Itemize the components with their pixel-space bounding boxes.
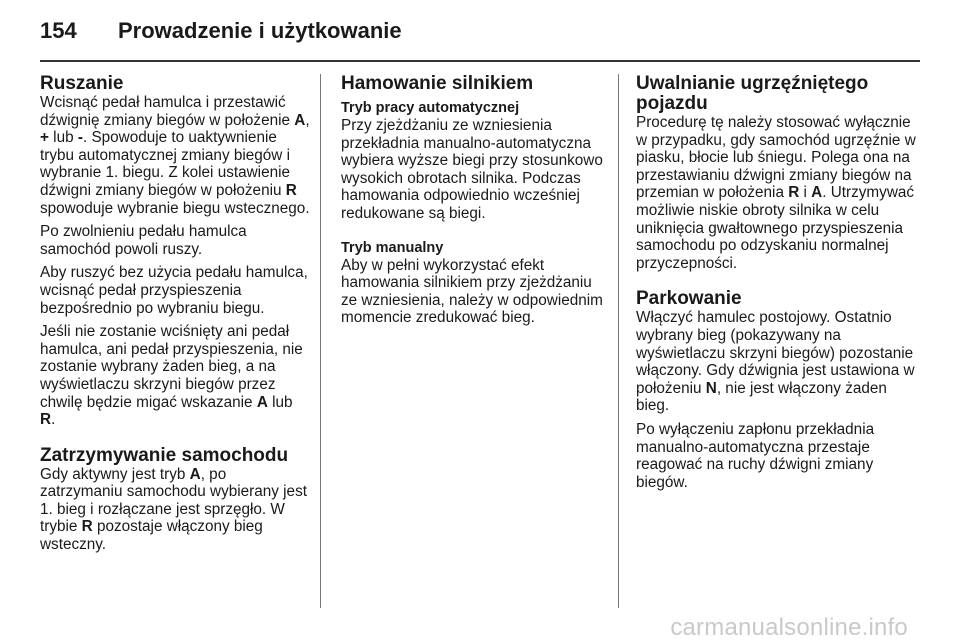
paragraph: Po wyłączeniu zapłonu przekładnia manualno-automatyczna przestaje reagować na ruchy dźwigni zmiany biegów. xyxy=(636,420,875,491)
watermark: carmanualsonline.info xyxy=(670,614,908,641)
heading-parkowanie: Parkowanie xyxy=(636,288,742,310)
heading-ruszanie: Ruszanie xyxy=(40,73,124,94)
page-number: 154 xyxy=(40,18,77,43)
paragraph: Po zwolnieniu pedału hamulca samochód powoli ruszy. xyxy=(40,223,247,258)
header-rule xyxy=(40,60,920,62)
paragraph: Aby ruszyć bez użycia pedału hamulca, wcisnąć pedał przyspieszenia bezpośrednio po wybraniu biegu. xyxy=(40,264,308,317)
heading-zatrzymywanie: Zatrzymywanie samochodu xyxy=(40,444,289,466)
paragraph: Aby w pełni wykorzystać efekt hamowania silnikiem przy zjeżdżaniu ze wzniesienia, należy w odpowiednim momencie zredukować bieg. xyxy=(341,256,603,327)
page-header xyxy=(40,8,920,60)
page-title: Prowadzenie i użytkowanie xyxy=(118,18,402,43)
heading-hamowanie: Hamowanie silnikiem xyxy=(341,73,534,94)
paragraph: Przy zjeżdżaniu ze wzniesienia przekładnia manualno-automatyczna wybiera wyższe biegi przy stosunkowo wysokich obrotach silnika. Podczas hamowania odpowiednio wcześniej redukowane są biegi. xyxy=(341,117,603,222)
paragraph: Jeśli nie zostanie wciśnięty ani pedał hamulca, ani pedał przyspieszenia, nie zostanie wybrany żaden bieg, a na wyświetlaczu skrzyni biegów przez chwilę będzie migać wskazanie A lub R. xyxy=(40,323,303,429)
paragraph: Procedurę tę należy stosować wyłącznie w przypadku, gdy samochód ugrzęźnie w piasku, błocie lub śniegu. Polega ona na przestawianiu dźwigni zmiany biegów na przemian w położenia R i A. Utrzymywać możliwie niskie obroty silnika w celu uniknięcia gwałtownego przyspieszenia samochodu po odzyskaniu normalnej przyczepności. xyxy=(636,114,916,272)
column-right xyxy=(636,74,920,497)
subheading-manual: Tryb manualny xyxy=(341,239,444,256)
subheading-auto: Tryb pracy automatycznej xyxy=(341,100,520,116)
column-divider xyxy=(618,74,619,608)
paragraph: Wcisnąć pedał hamulca i przestawić dźwignię zmiany biegów w położenie A, + lub -. Spowoduje to uaktywnienie trybu automatycznej zmiany biegów i wybranie 1. biegu. Z kolei ustawienie dźwigni zmiany biegów w położeniu R spowoduje wybranie biegu wstecznego. xyxy=(40,94,310,217)
paragraph: Gdy aktywny jest tryb A, po zatrzymaniu samochodu wybierany jest 1. bieg i rozłączane jest sprzęgło. W trybie R pozostaje włączony bieg wsteczny. xyxy=(40,465,307,554)
heading-uwalnianie: Uwalnianie ugrzęźniętego pojazdu xyxy=(636,73,869,114)
column-left xyxy=(40,74,310,560)
column-middle xyxy=(341,74,606,333)
column-divider xyxy=(320,74,321,608)
paragraph: Włączyć hamulec postojowy. Ostatnio wybrany bieg (pokazywany na wyświetlaczu skrzyni biegów) pozostanie włączony. Gdy dźwignia jest ustawiona w położeniu N, nie jest włączony żaden bieg. xyxy=(636,309,915,415)
